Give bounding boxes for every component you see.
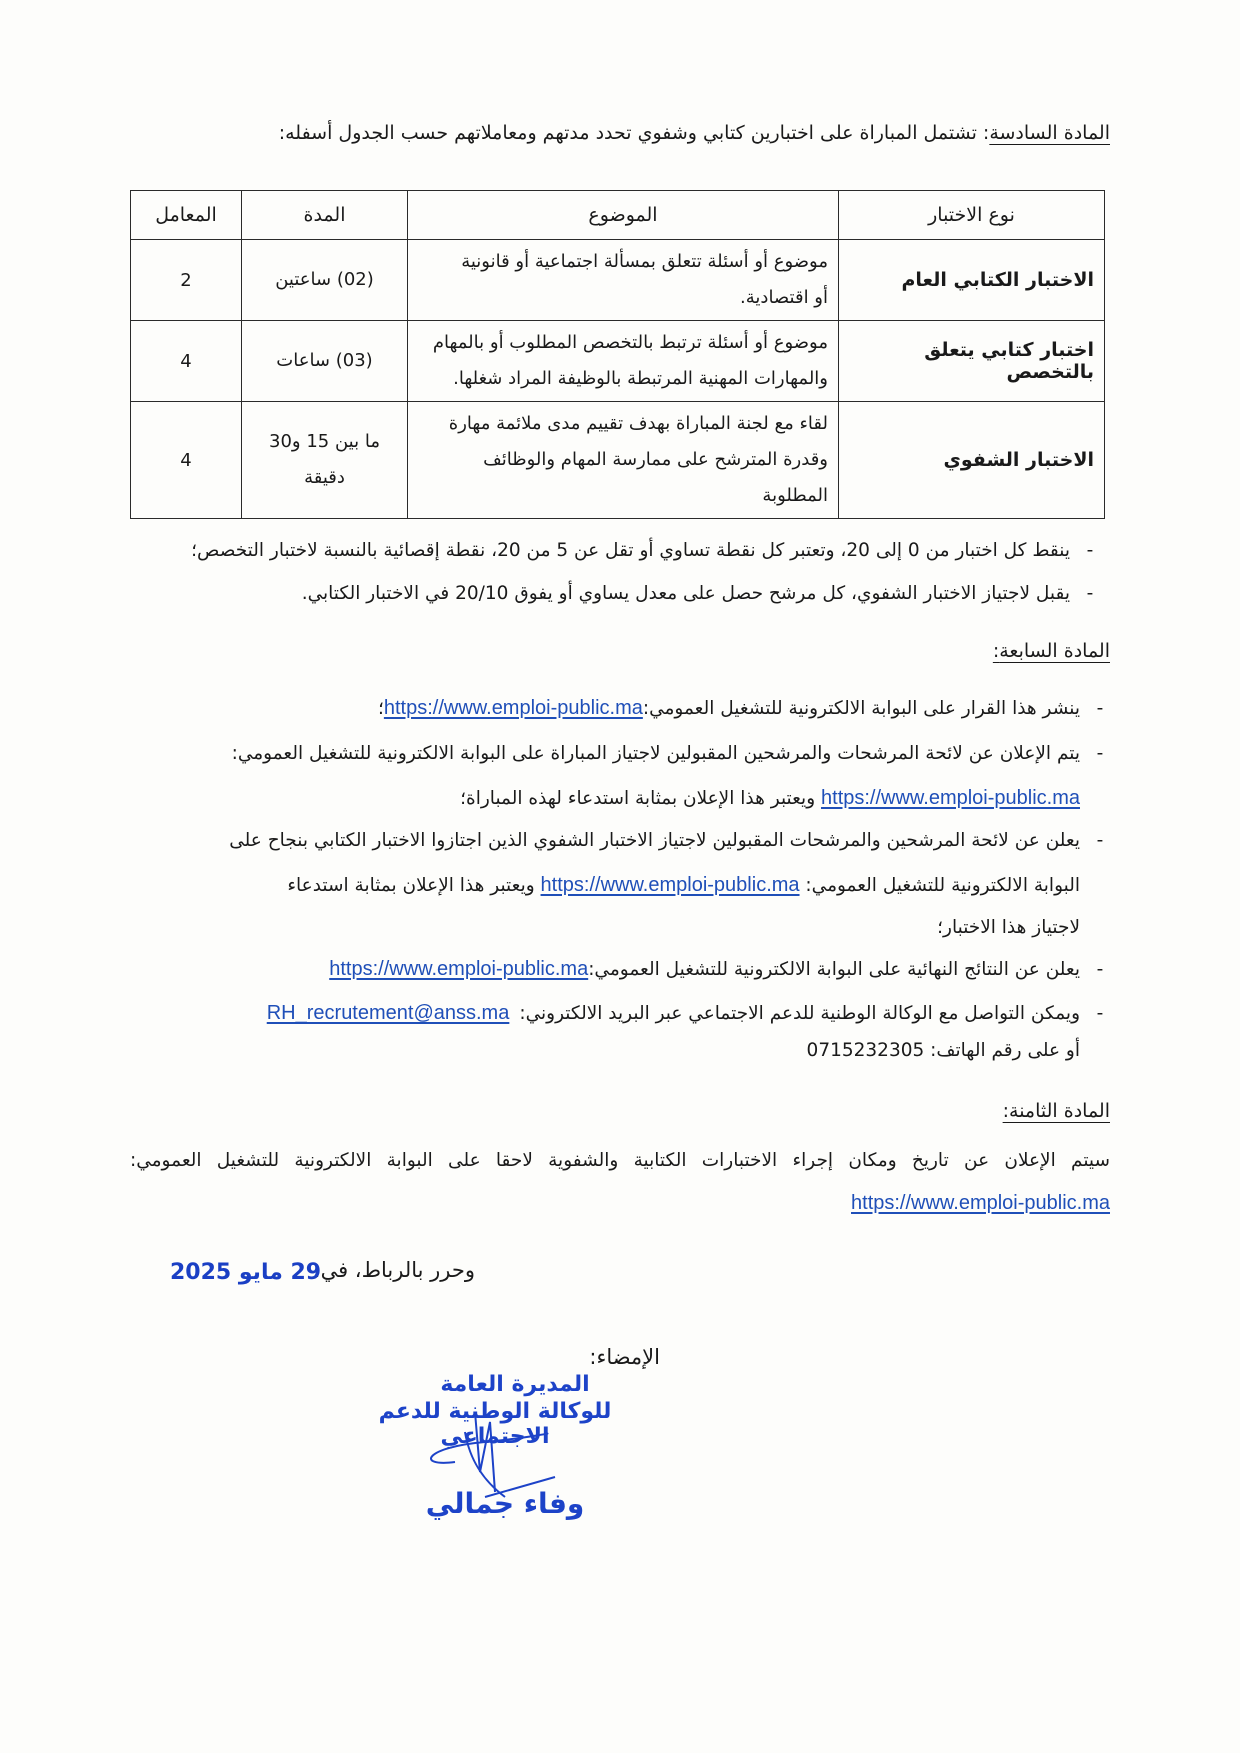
- table-header-row: [131, 191, 1105, 240]
- bullet-dash: -: [1096, 959, 1104, 980]
- article-7-item: [232, 743, 1120, 764]
- item-text: ويعتبر هذا الإعلان بمثابة استدعاء لهذه المباراة؛: [460, 788, 816, 809]
- duration-line: (03) ساعات: [276, 350, 373, 371]
- test-coefficient: 2: [131, 240, 242, 321]
- subject-line: والمهارات المهنية المرتبطة بالوظيفة المراد شغلها.: [453, 368, 828, 389]
- signatory-title-line2: للوكالة الوطنية للدعم الاجتماعي: [378, 1399, 612, 1449]
- item-text: يعلن عن لائحة المرشحين والمرشحات المقبولين لاجتياز الاختبار الشفوي الذين اجتازوا الاختبار الكتابي بنجاح على: [229, 830, 1080, 851]
- duration-line: ما بين 15 و30: [269, 431, 380, 452]
- subject-line: موضوع أو أسئلة ترتبط بالتخصص المطلوب أو بالمهام: [432, 332, 828, 353]
- handwritten-signature-icon: [395, 1402, 595, 1512]
- item-continuation: [460, 787, 1080, 810]
- article-8-text: سيتم الإعلان عن تاريخ ومكان إجراء الاختبارات الكتابية والشفوية لاحقا على البوابة الالكترونية للتشغيل العمومي:: [130, 1150, 1110, 1171]
- test-subject: [408, 402, 839, 519]
- col-header-coefficient: المعامل: [131, 191, 242, 240]
- duration-line: (02) ساعتين: [275, 269, 374, 290]
- emploi-public-link[interactable]: https://www.emploi-public.ma: [383, 697, 643, 719]
- test-duration: [242, 321, 408, 402]
- item-suffix: ؛: [377, 698, 384, 719]
- heading-colon: :: [1002, 1100, 1010, 1122]
- place-label: وحرر بالرباط، في:: [313, 1258, 475, 1282]
- heading-colon: :: [992, 640, 1000, 662]
- item-continuation: [287, 874, 1080, 897]
- scoring-note-text: ينقط كل اختبار من 0 إلى 20، وتعتبر كل نقطة تساوي أو تقل عن 5 من 20، نقطة إقصائية بالنسبة لاختبار التخصص؛: [191, 540, 1070, 561]
- article-7-item: [267, 1002, 1120, 1025]
- test-subject: [408, 321, 839, 402]
- subject-line: لقاء مع لجنة المباراة بهدف تقييم مدى ملائمة مهارة: [448, 413, 828, 434]
- emploi-public-link[interactable]: https://www.emploi-public.ma: [540, 874, 800, 896]
- article-8-heading: [1003, 1100, 1110, 1122]
- emploi-public-link[interactable]: https://www.emploi-public.ma: [329, 958, 589, 980]
- subject-line: أو اقتصادية.: [740, 287, 828, 308]
- tests-table: [130, 190, 1105, 519]
- article-7-item: [229, 830, 1120, 851]
- table-row: [131, 240, 1105, 321]
- article-8-title: المادة الثامنة: [1009, 1100, 1110, 1122]
- item-text: ينشر هذا القرار على البوابة الالكترونية للتشغيل العمومي:: [642, 698, 1080, 719]
- article-6-heading: [279, 122, 1110, 144]
- signatory-name: وفاء جمالي: [425, 1487, 585, 1520]
- article-8-link-line: [851, 1192, 1110, 1215]
- article-7-item: [378, 697, 1120, 720]
- scoring-note-text: يقبل لاجتياز الاختبار الشفوي، كل مرشح حصل على معدل يساوي أو يفوق 20/10 في الاختبار الكتابي.: [301, 583, 1070, 604]
- subject-line: موضوع أو أسئلة تتعلق بمسألة اجتماعية أو قانونية: [461, 251, 828, 272]
- item-continuation: [937, 917, 1080, 938]
- test-type: الاختبار الشفوي: [839, 402, 1105, 519]
- item-text: ويعتبر هذا الإعلان بمثابة استدعاء: [287, 875, 535, 896]
- article-7-item: [329, 958, 1120, 981]
- signature-label: الإمضاء:: [589, 1345, 660, 1369]
- col-header-type: نوع الاختبار: [839, 191, 1105, 240]
- table-row: [131, 321, 1105, 402]
- article-7-title: المادة السابعة: [999, 640, 1110, 662]
- article-7-heading: [993, 640, 1110, 662]
- bullet-dash: -: [1096, 743, 1104, 764]
- test-subject: [408, 240, 839, 321]
- test-coefficient: 4: [131, 402, 242, 519]
- col-header-subject: الموضوع: [408, 191, 839, 240]
- test-coefficient: 4: [131, 321, 242, 402]
- bullet-dash: -: [1096, 1003, 1104, 1024]
- emploi-public-link[interactable]: https://www.emploi-public.ma: [821, 787, 1080, 809]
- duration-line: دقيقة: [304, 467, 345, 488]
- col-header-duration: المدة: [242, 191, 408, 240]
- emploi-public-link[interactable]: https://www.emploi-public.ma: [851, 1192, 1110, 1214]
- signature-stamp: [325, 1372, 665, 1520]
- article-6-title: المادة السادسة: [989, 122, 1110, 144]
- scoring-note: [191, 540, 1110, 561]
- table-row: [131, 402, 1105, 519]
- recruitment-email-link[interactable]: RH_recrutement@anss.ma: [266, 1002, 510, 1024]
- test-duration: [242, 240, 408, 321]
- bullet-dash: -: [1086, 583, 1094, 604]
- item-text: يتم الإعلان عن لائحة المرشحات والمرشحين المقبولين لاجتياز المباراة على البوابة الالكترونية للتشغيل العمومي:: [231, 743, 1080, 764]
- test-type: اختبار كتابي يتعلق بالتخصص: [839, 321, 1105, 402]
- item-continuation: [807, 1040, 1080, 1061]
- date-stamp: 29 مايو 2025: [170, 1260, 322, 1285]
- bullet-dash: -: [1096, 698, 1104, 719]
- item-text: البوابة الالكترونية للتشغيل العمومي:: [805, 875, 1080, 896]
- phone-number-text: أو على رقم الهاتف: 0715232305: [806, 1040, 1080, 1061]
- item-text: ويمكن التواصل مع الوكالة الوطنية للدعم الاجتماعي عبر البريد الالكتروني:: [519, 1003, 1080, 1024]
- article-6-intro: : تشتمل المباراة على اختبارين كتابي وشفوي تحدد مدتهم ومعاملاتهم حسب الجدول أسفله:: [278, 122, 990, 144]
- item-text: لاجتياز هذا الاختبار؛: [937, 917, 1080, 938]
- scoring-note: [302, 583, 1110, 604]
- item-text: يعلن عن النتائج النهائية على البوابة الالكترونية للتشغيل العمومي:: [588, 959, 1080, 980]
- subject-line: وقدرة المترشح على ممارسة المهام والوظائف المطلوبة: [483, 449, 828, 506]
- test-type: الاختبار الكتابي العام: [839, 240, 1105, 321]
- bullet-dash: -: [1086, 540, 1094, 561]
- signatory-title-line1: المديرة العامة: [440, 1372, 590, 1397]
- bullet-dash: -: [1096, 830, 1104, 851]
- test-duration: [242, 402, 408, 519]
